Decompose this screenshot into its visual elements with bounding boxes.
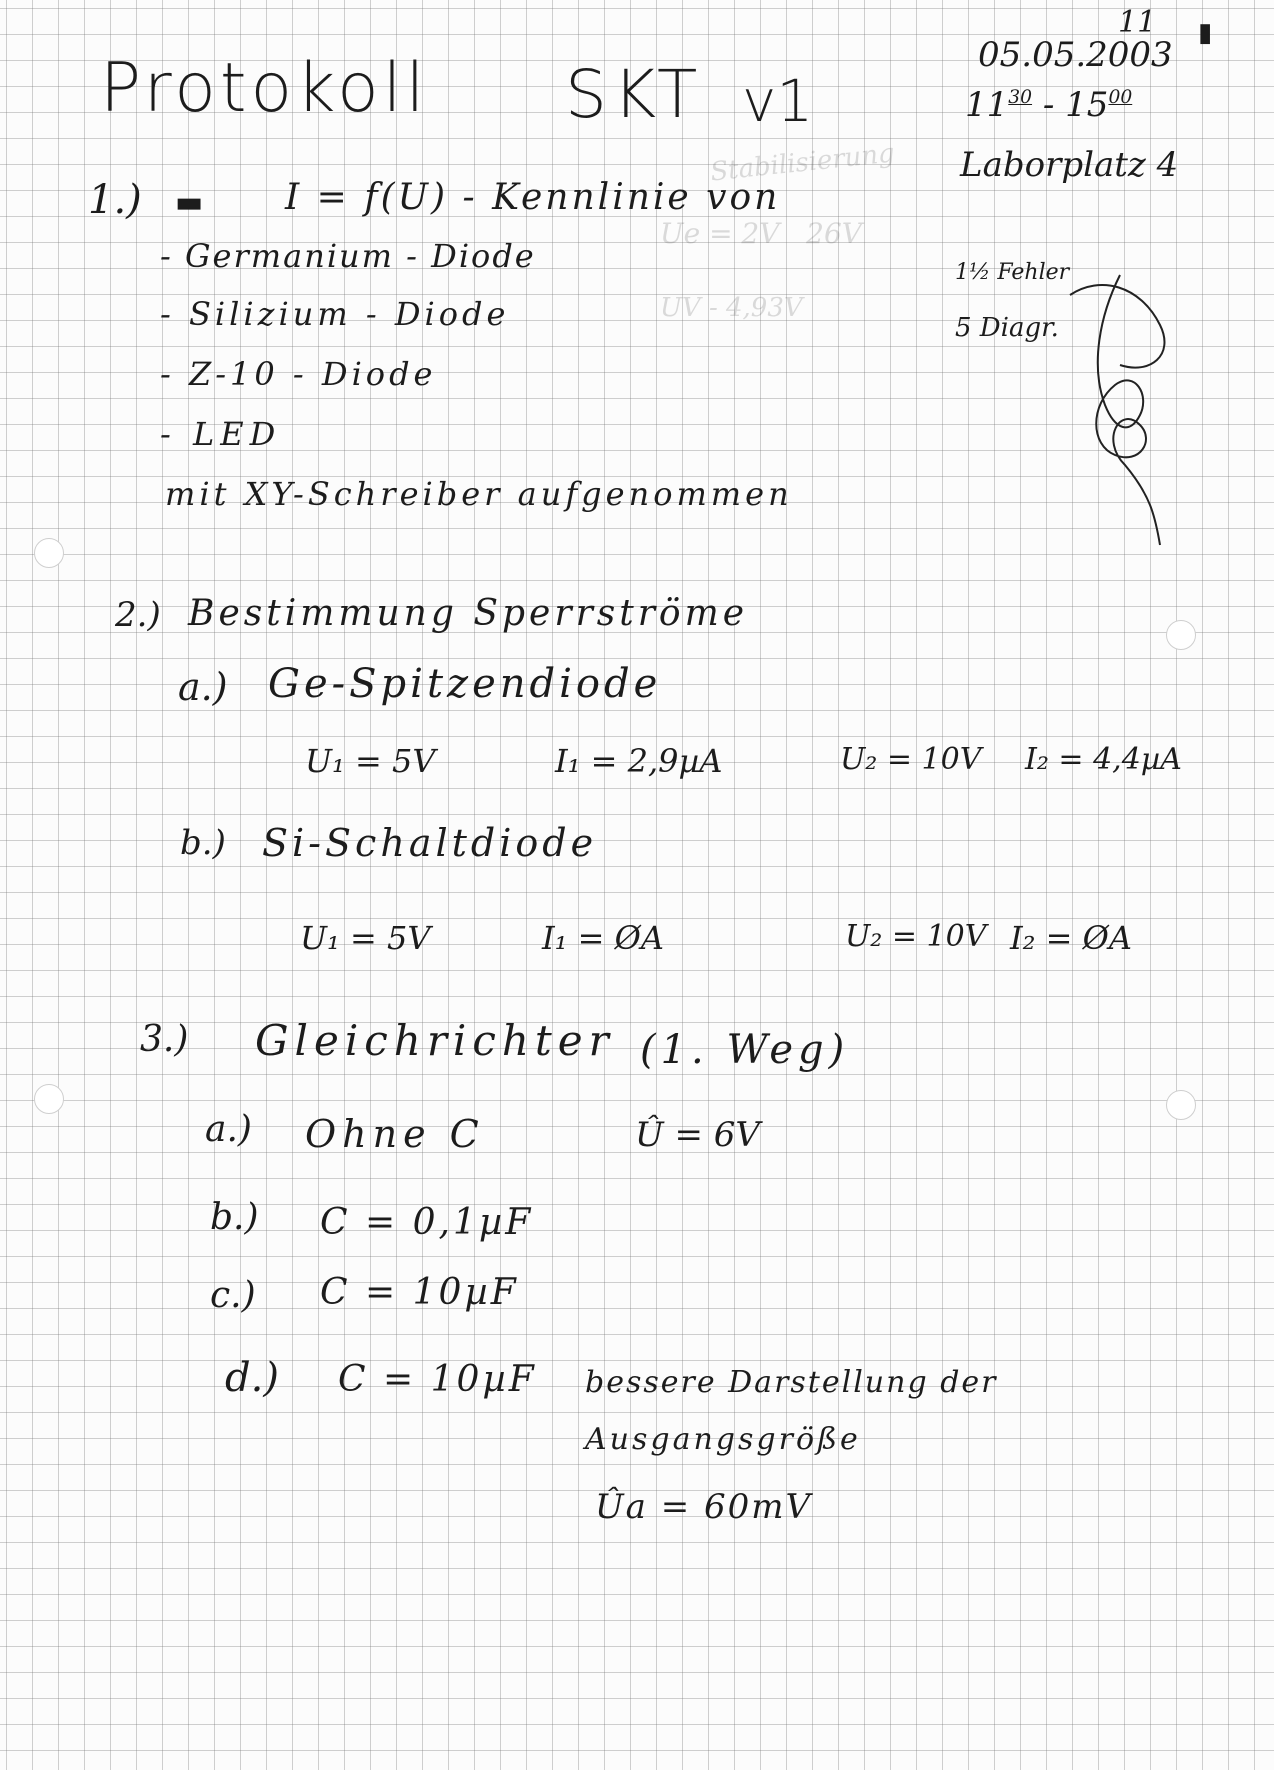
section3d-text: C = 10µF [338, 1359, 537, 1400]
section1-heading: I = f(U) - Kennlinie von [285, 177, 781, 218]
bleed-through-text-3: UV - 4,93V [660, 293, 803, 323]
section2-number: 2.) [115, 595, 161, 635]
signature-scribble [1030, 255, 1274, 555]
title-version: v1 [742, 67, 814, 135]
section2b-u1: U₁ = 5V [300, 919, 431, 957]
section2a-label: a.) [178, 665, 228, 709]
section3-heading-note: (1. Weg) [640, 1027, 850, 1073]
margin-note-diagrams: 5 Diagr. [955, 313, 1059, 343]
punch-hole-right-upper [1166, 620, 1196, 650]
punch-hole-left-lower [34, 1084, 64, 1114]
section2a-u2: U₂ = 10V [840, 742, 982, 777]
section1-item-z10: - Z-10 - Diode [160, 355, 437, 393]
section3d-label: d.) [225, 1355, 279, 1401]
section2a-u1: U₁ = 5V [305, 742, 436, 780]
section2a-i2: I₂ = 4,4µA [1025, 742, 1182, 777]
section2b-u2: U₂ = 10V [845, 919, 987, 954]
section3-heading: Gleichrichter [255, 1016, 615, 1065]
section2a-i1: I₁ = 2,9µA [555, 742, 723, 780]
page-number: 11 [1118, 5, 1157, 40]
section3c-label: c.) [210, 1275, 256, 1316]
section1-strikeout: ▬ [175, 185, 204, 220]
section2b-title: Si-Schaltdiode [262, 821, 598, 865]
time-range: $11^{30} - 15^{00}$ [965, 85, 1133, 125]
section3b-text: C = 0,1µF [320, 1202, 534, 1243]
punch-hole-left-upper [34, 538, 64, 568]
section2b-i1: I₁ = ØA [542, 919, 664, 957]
section3d-note-line3: Ûa = 60mV [595, 1487, 813, 1527]
section1-footer: mit XY-Schreiber aufgenommen [165, 475, 793, 513]
section3c-text: C = 10µF [320, 1272, 519, 1313]
section3b-label: b.) [210, 1197, 259, 1238]
lab-place: Laborplatz 4 [960, 145, 1179, 185]
page-number-mark: ▮ [1198, 18, 1213, 48]
title-skt: SKT [565, 56, 704, 133]
section3-number: 3.) [140, 1019, 189, 1060]
section3a-label: a.) [205, 1109, 252, 1150]
section3a-text: Ohne C [305, 1112, 485, 1156]
section2a-title: Ge-Spitzendiode [268, 661, 662, 707]
date: 05.05.2003 [978, 35, 1173, 75]
bleed-through-text: Stabilisierung [708, 138, 897, 188]
section2b-label: b.) [180, 823, 226, 863]
bleed-through-text-2: Ue = 2V 26V [660, 217, 863, 250]
section2b-i2: I₂ = ØA [1010, 919, 1132, 957]
margin-note-errors: 1½ Fehler [955, 260, 1070, 285]
section1-item-germanium: - Germanium - Diode [160, 237, 536, 275]
title-protokoll: Protokoll [100, 49, 429, 128]
section1-number: 1.) [88, 177, 142, 223]
section1-item-silizium: - Silizium - Diode [160, 295, 510, 333]
section2-heading: Bestimmung Sperrströme [188, 593, 749, 634]
punch-hole-right-lower [1166, 1090, 1196, 1120]
section3d-note-line2: Ausgangsgröße [585, 1422, 861, 1457]
section1-item-led: - LED [160, 415, 282, 453]
section3d-note-line1: bessere Darstellung der [585, 1365, 998, 1400]
section3a-extra: Û = 6V [635, 1115, 760, 1155]
